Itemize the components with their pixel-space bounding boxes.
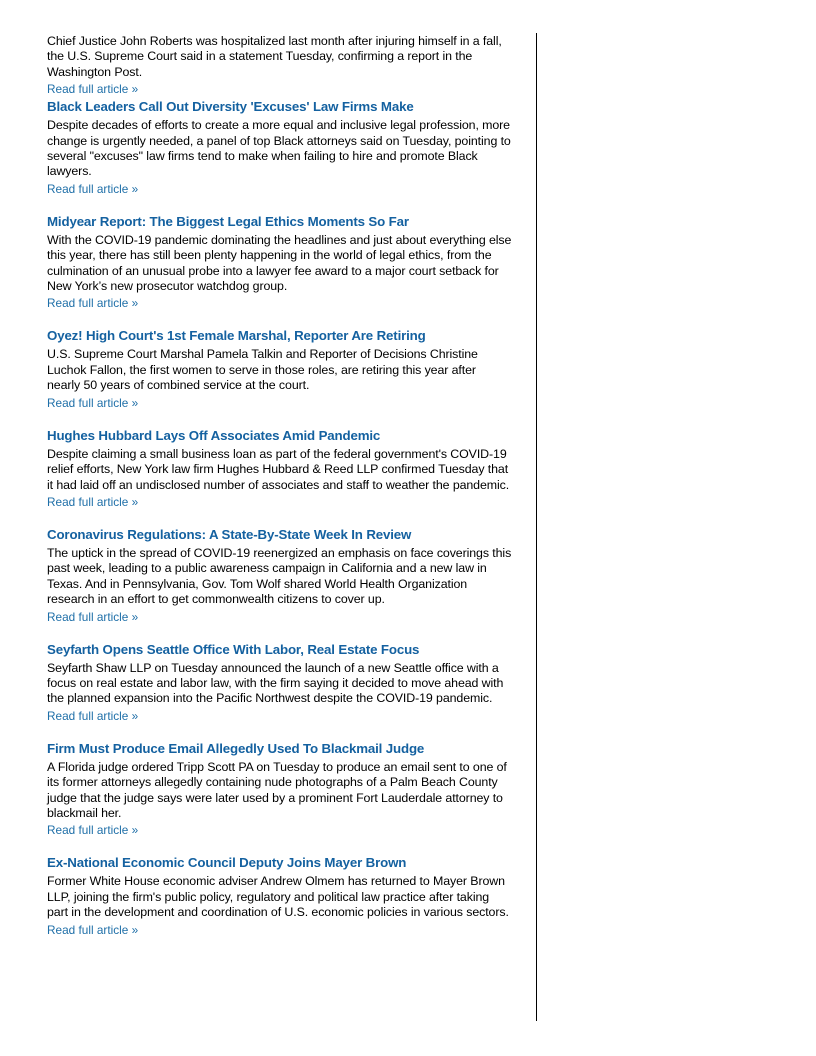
article-headline[interactable]: Midyear Report: The Biggest Legal Ethics Moments So Far: [47, 213, 409, 229]
article-summary: Seyfarth Shaw LLP on Tuesday announced the launch of a new Seattle office with a focus on real estate and labor law, with the firm saying it decided to move ahead with the planned expansion into the Pacific Northwest despite the COVID-19 pandemic.: [47, 660, 504, 706]
read-full-article-link[interactable]: Read full article »: [47, 82, 139, 97]
article-item: [47, 527, 512, 625]
article-item: [47, 99, 512, 197]
article-headline[interactable]: Seyfarth Opens Seattle Office With Labor, Real Estate Focus: [47, 641, 420, 657]
article-headline[interactable]: Oyez! High Court's 1st Female Marshal, Reporter Are Retiring: [47, 328, 426, 344]
article-summary: The uptick in the spread of COVID-19 reenergized an emphasis on face coverings this past week, leading to a public awareness campaign in California and a new law in Texas. And in Pennsylvania, Gov. Tom Wolf shared World Health Organization research in an effort to get commonwealth citizens to cover up.: [47, 545, 512, 607]
article-item: [47, 741, 512, 839]
article-item: [47, 855, 512, 937]
article-headline[interactable]: Coronavirus Regulations: A State-By-State Week In Review: [47, 526, 412, 542]
article-headline[interactable]: Black Leaders Call Out Diversity 'Excuses' Law Firms Make: [47, 99, 414, 115]
article-summary: A Florida judge ordered Tripp Scott PA on Tuesday to produce an email sent to one of its former attorneys allegedly containing nude photographs of a Palm Beach County judge that the judge says were later used by a prominent Fort Lauderdale attorney to blackmail her.: [47, 759, 507, 820]
read-full-article-link[interactable]: Read full article »: [47, 922, 139, 937]
read-full-article-link[interactable]: Read full article »: [47, 708, 139, 723]
article-list: [47, 34, 512, 938]
article-item: [47, 428, 512, 510]
article-headline[interactable]: Ex-National Economic Council Deputy Joins Mayer Brown: [47, 855, 407, 871]
read-full-article-link[interactable]: Read full article »: [47, 823, 139, 838]
article-headline[interactable]: Firm Must Produce Email Allegedly Used To Blackmail Judge: [47, 740, 425, 756]
article-summary: Despite decades of efforts to create a more equal and inclusive legal profession, more change is urgently needed, a panel of top Black attorneys said on Tuesday, pointing to several "excuses" law firms tend to make when failing to hire and promote Black lawyers.: [47, 118, 511, 179]
article-item: [47, 328, 512, 410]
article-summary: With the COVID-19 pandemic dominating the headlines and just about everything else this year, there has still been plenty happening in the world of legal ethics, from the culmination of an unusual probe into a lawyer fee award to a major court setback for New York’s new prosecutor watchdog group.: [47, 232, 512, 294]
article-item: [47, 642, 512, 724]
article-item: [47, 214, 512, 312]
article-headline[interactable]: Hughes Hubbard Lays Off Associates Amid Pandemic: [47, 427, 381, 443]
article-summary: Despite claiming a small business loan as part of the federal government's COVID-19 relief efforts, New York law firm Hughes Hubbard & Reed LLP confirmed Tuesday that it had laid off an undisclosed number of associates and staff to weather the pandemic.: [47, 446, 510, 492]
read-full-article-link[interactable]: Read full article »: [47, 181, 139, 196]
read-full-article-link[interactable]: Read full article »: [47, 609, 139, 624]
read-full-article-link[interactable]: Read full article »: [47, 494, 139, 509]
article-summary: Former White House economic adviser Andrew Olmem has returned to Mayer Brown LLP, joining the firm's public policy, regulatory and political law practice after taking part in the development and coordination of U.S. economic policies in various sectors.: [47, 874, 509, 920]
lead-paragraph: Chief Justice John Roberts was hospitalized last month after injuring himself in a fall, the U.S. Supreme Court said in a statement Tuesday, confirming a report in the Washington Post.: [47, 34, 502, 79]
lead-article: [47, 34, 512, 97]
vertical-divider: [536, 33, 537, 1021]
read-full-article-link[interactable]: Read full article »: [47, 395, 139, 410]
article-summary: U.S. Supreme Court Marshal Pamela Talkin and Reporter of Decisions Christine Luchok Fallon, the first women to serve in those roles, are retiring this year after nearly 50 years of combined service at the court.: [47, 347, 478, 393]
read-full-article-link[interactable]: Read full article »: [47, 296, 139, 311]
